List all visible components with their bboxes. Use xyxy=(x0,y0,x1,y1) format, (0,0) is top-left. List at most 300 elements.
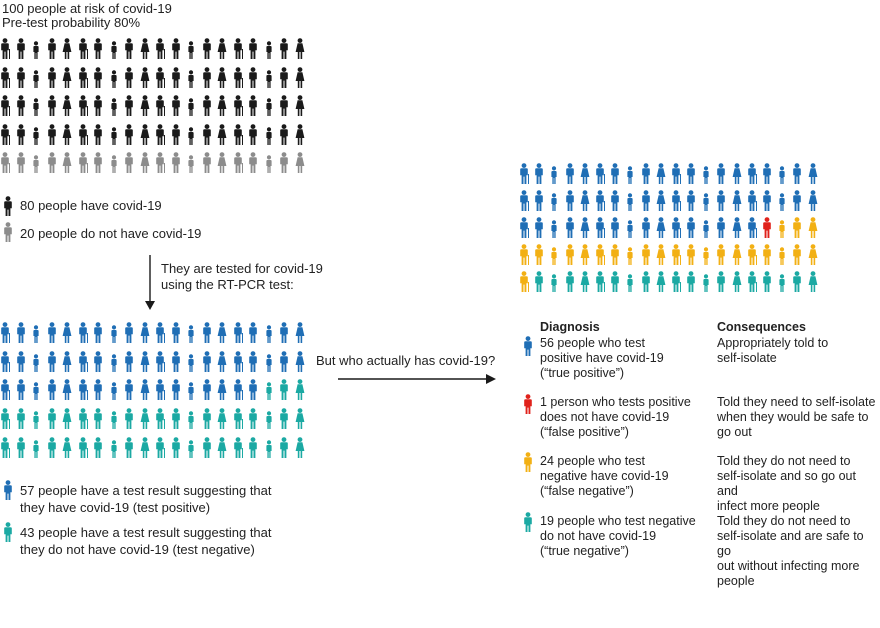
true-negative-person-icon xyxy=(625,271,640,298)
positive-person-icon xyxy=(217,322,233,351)
positive-person-icon xyxy=(93,351,109,380)
true-positive-person-icon xyxy=(671,217,686,244)
infected-person-icon xyxy=(31,38,47,67)
diagnosis-false-positive: 1 person who tests positive does not have covid-19 (“false positive”) xyxy=(540,395,691,439)
positive-person-icon xyxy=(248,379,264,408)
infected-person-icon xyxy=(248,38,264,67)
infected-person-icon xyxy=(0,67,16,96)
negative-person-icon xyxy=(171,408,187,437)
true-positive-person-icon xyxy=(595,217,610,244)
infected-person-icon xyxy=(202,38,218,67)
infected-person-icon xyxy=(140,95,156,124)
infected-person-icon xyxy=(233,95,249,124)
true-positive-icon xyxy=(523,336,533,356)
outcome-grid xyxy=(519,163,823,298)
not-infected-person-icon xyxy=(47,152,63,181)
not-infected-person-icon xyxy=(3,222,13,242)
false-positive-icon xyxy=(523,394,533,414)
positive-person-icon xyxy=(171,351,187,380)
true-positive-person-icon xyxy=(792,190,807,217)
positive-person-icon xyxy=(31,379,47,408)
positive-person-icon xyxy=(155,379,171,408)
negative-person-icon xyxy=(202,437,218,466)
positive-person-icon xyxy=(202,379,218,408)
positive-person-icon xyxy=(233,379,249,408)
false-negative-person-icon xyxy=(580,244,595,271)
false-negative-person-icon xyxy=(610,244,625,271)
negative-person-icon xyxy=(62,408,78,437)
true-positive-person-icon xyxy=(625,163,640,190)
not-infected-person-icon xyxy=(155,152,171,181)
false-negative-person-icon xyxy=(625,244,640,271)
true-positive-person-icon xyxy=(656,217,671,244)
negative-person-icon xyxy=(171,437,187,466)
true-positive-person-icon xyxy=(534,190,549,217)
not-infected-person-icon xyxy=(248,152,264,181)
true-negative-person-icon xyxy=(777,271,792,298)
infected-person-icon xyxy=(16,95,32,124)
true-positive-person-icon xyxy=(716,217,731,244)
true-positive-person-icon xyxy=(519,163,534,190)
true-positive-person-icon xyxy=(625,217,640,244)
consequence-false-positive: Told they need to self-isolate when they would be safe to go out xyxy=(717,395,876,439)
positive-person-icon xyxy=(279,351,295,380)
infected-person-icon xyxy=(47,38,63,67)
infected-person-icon xyxy=(0,124,16,153)
negative-person-icon xyxy=(217,437,233,466)
test-step-line2: using the RT-PCR test: xyxy=(161,277,294,292)
negative-person-icon xyxy=(295,408,311,437)
true-positive-person-icon xyxy=(641,163,656,190)
infected-person-icon xyxy=(109,38,125,67)
infected-person-icon xyxy=(47,124,63,153)
negative-person-icon xyxy=(93,437,109,466)
false-negative-person-icon xyxy=(777,217,792,244)
infected-person-icon xyxy=(78,95,94,124)
infected-person-icon xyxy=(47,95,63,124)
infected-person-icon xyxy=(124,124,140,153)
true-positive-person-icon xyxy=(534,217,549,244)
false-negative-person-icon xyxy=(792,217,807,244)
true-positive-person-icon xyxy=(595,163,610,190)
infected-person-icon xyxy=(248,67,264,96)
infected-person-icon xyxy=(217,124,233,153)
not-infected-person-icon xyxy=(295,152,311,181)
positive-person-icon xyxy=(16,379,32,408)
positive-person-icon xyxy=(124,351,140,380)
positive-person-icon xyxy=(109,351,125,380)
diagnosis-true-negative: 19 people who test negative do not have covid-19 (“true negative”) xyxy=(540,514,696,558)
infected-person-icon xyxy=(31,95,47,124)
negative-person-icon xyxy=(264,379,280,408)
true-positive-person-icon xyxy=(549,163,564,190)
false-positive-person-icon xyxy=(762,217,777,244)
infected-person-icon xyxy=(16,124,32,153)
true-positive-person-icon xyxy=(808,190,823,217)
true-positive-person-icon xyxy=(716,163,731,190)
infected-person-icon xyxy=(217,95,233,124)
negative-person-icon xyxy=(279,379,295,408)
infected-person-icon xyxy=(124,67,140,96)
infected-person-icon xyxy=(62,38,78,67)
infected-person-icon xyxy=(171,95,187,124)
false-negative-person-icon xyxy=(549,244,564,271)
negative-person-icon xyxy=(295,379,311,408)
negative-person-icon xyxy=(217,408,233,437)
positive-person-icon xyxy=(186,379,202,408)
true-negative-person-icon xyxy=(671,271,686,298)
infected-person-icon xyxy=(233,38,249,67)
true-positive-person-icon xyxy=(549,190,564,217)
negative-person-icon xyxy=(93,408,109,437)
consequence-true-positive: Appropriately told to self-isolate xyxy=(717,336,829,365)
true-positive-person-icon xyxy=(762,190,777,217)
negative-person-icon xyxy=(295,437,311,466)
infected-person-icon xyxy=(16,67,32,96)
infected-person-icon xyxy=(233,67,249,96)
negative-person-icon xyxy=(109,408,125,437)
infected-person-icon xyxy=(16,38,32,67)
infected-person-icon xyxy=(186,38,202,67)
false-negative-person-icon xyxy=(656,244,671,271)
true-positive-person-icon xyxy=(671,190,686,217)
false-negative-person-icon xyxy=(595,244,610,271)
positive-person-icon xyxy=(248,322,264,351)
true-positive-person-icon xyxy=(641,217,656,244)
true-positive-person-icon xyxy=(565,163,580,190)
true-positive-person-icon xyxy=(610,217,625,244)
legend-negative-line2: they do not have covid-19 (test negative) xyxy=(20,542,255,557)
true-negative-person-icon xyxy=(686,271,701,298)
true-negative-person-icon xyxy=(580,271,595,298)
test-step-line1: They are tested for covid-19 xyxy=(161,261,323,276)
positive-person-icon xyxy=(109,322,125,351)
not-infected-person-icon xyxy=(93,152,109,181)
true-positive-person-icon xyxy=(686,163,701,190)
false-negative-person-icon xyxy=(671,244,686,271)
positive-person-icon xyxy=(109,379,125,408)
infected-person-icon xyxy=(31,124,47,153)
positive-person-icon xyxy=(47,322,63,351)
true-positive-person-icon xyxy=(610,190,625,217)
true-positive-person-icon xyxy=(716,190,731,217)
infected-person-icon xyxy=(217,38,233,67)
test-result-grid xyxy=(0,322,310,465)
not-infected-person-icon xyxy=(233,152,249,181)
positive-person-icon xyxy=(0,351,16,380)
positive-person-icon xyxy=(233,351,249,380)
true-positive-person-icon xyxy=(732,163,747,190)
positive-person-icon xyxy=(295,351,311,380)
true-positive-person-icon xyxy=(610,163,625,190)
infected-person-icon xyxy=(295,95,311,124)
positive-person-icon xyxy=(279,322,295,351)
true-positive-person-icon xyxy=(565,190,580,217)
true-positive-person-icon xyxy=(792,163,807,190)
infected-person-icon xyxy=(171,38,187,67)
infected-person-icon xyxy=(62,124,78,153)
true-positive-person-icon xyxy=(732,190,747,217)
positive-person-icon xyxy=(93,322,109,351)
negative-person-icon xyxy=(3,522,13,542)
infected-person-icon xyxy=(279,124,295,153)
positive-person-icon xyxy=(47,351,63,380)
negative-person-icon xyxy=(279,437,295,466)
infected-person-icon xyxy=(3,196,13,216)
positive-person-icon xyxy=(217,379,233,408)
positive-person-icon xyxy=(217,351,233,380)
infected-person-icon xyxy=(217,67,233,96)
negative-person-icon xyxy=(186,408,202,437)
infected-person-icon xyxy=(248,95,264,124)
infected-person-icon xyxy=(264,95,280,124)
infected-person-icon xyxy=(0,38,16,67)
false-negative-person-icon xyxy=(747,244,762,271)
infected-person-icon xyxy=(62,67,78,96)
negative-person-icon xyxy=(140,408,156,437)
consequences-header: Consequences xyxy=(717,320,806,334)
positive-person-icon xyxy=(155,322,171,351)
positive-person-icon xyxy=(78,351,94,380)
not-infected-person-icon xyxy=(62,152,78,181)
false-negative-person-icon xyxy=(519,271,534,298)
true-positive-person-icon xyxy=(777,163,792,190)
negative-person-icon xyxy=(233,408,249,437)
not-infected-person-icon xyxy=(217,152,233,181)
not-infected-person-icon xyxy=(264,152,280,181)
positive-person-icon xyxy=(124,379,140,408)
infected-person-icon xyxy=(233,124,249,153)
negative-person-icon xyxy=(47,408,63,437)
false-negative-person-icon xyxy=(686,244,701,271)
false-negative-person-icon xyxy=(641,244,656,271)
negative-person-icon xyxy=(109,437,125,466)
false-negative-person-icon xyxy=(519,244,534,271)
negative-person-icon xyxy=(78,408,94,437)
true-positive-person-icon xyxy=(580,190,595,217)
negative-person-icon xyxy=(62,437,78,466)
false-negative-person-icon xyxy=(701,244,716,271)
true-positive-person-icon xyxy=(701,163,716,190)
positive-person-icon xyxy=(186,322,202,351)
infected-person-icon xyxy=(279,38,295,67)
infected-person-icon xyxy=(31,67,47,96)
positive-person-icon xyxy=(233,322,249,351)
true-positive-person-icon xyxy=(777,190,792,217)
true-positive-person-icon xyxy=(534,163,549,190)
infected-person-icon xyxy=(109,95,125,124)
down-arrow-icon xyxy=(140,255,160,311)
diagnosis-header: Diagnosis xyxy=(540,320,600,334)
positive-person-icon xyxy=(62,351,78,380)
true-negative-icon xyxy=(523,512,533,532)
positive-person-icon xyxy=(140,379,156,408)
true-positive-person-icon xyxy=(747,190,762,217)
infected-person-icon xyxy=(0,95,16,124)
infected-person-icon xyxy=(279,95,295,124)
positive-person-icon xyxy=(171,322,187,351)
infected-person-icon xyxy=(264,67,280,96)
infected-person-icon xyxy=(264,38,280,67)
not-infected-person-icon xyxy=(140,152,156,181)
negative-person-icon xyxy=(31,437,47,466)
infected-person-icon xyxy=(202,124,218,153)
diagnosis-true-positive: 56 people who test positive have covid-19 (“true positive”) xyxy=(540,336,664,380)
infected-person-icon xyxy=(295,67,311,96)
infected-person-icon xyxy=(78,67,94,96)
true-positive-person-icon xyxy=(656,163,671,190)
negative-person-icon xyxy=(16,437,32,466)
infected-person-icon xyxy=(279,67,295,96)
true-negative-person-icon xyxy=(595,271,610,298)
negative-person-icon xyxy=(78,437,94,466)
negative-person-icon xyxy=(155,437,171,466)
false-negative-person-icon xyxy=(808,244,823,271)
true-positive-person-icon xyxy=(747,163,762,190)
not-infected-person-icon xyxy=(31,152,47,181)
negative-person-icon xyxy=(155,408,171,437)
true-negative-person-icon xyxy=(565,271,580,298)
consequence-false-negative: Told they do not need to self-isolate and so go out and infect more people xyxy=(717,454,856,513)
true-positive-person-icon xyxy=(625,190,640,217)
negative-person-icon xyxy=(16,408,32,437)
positive-person-icon xyxy=(0,322,16,351)
positive-person-icon xyxy=(248,351,264,380)
not-infected-person-icon xyxy=(16,152,32,181)
positive-person-icon xyxy=(31,351,47,380)
true-positive-person-icon xyxy=(762,163,777,190)
true-positive-person-icon xyxy=(519,190,534,217)
false-negative-person-icon xyxy=(565,244,580,271)
infected-person-icon xyxy=(140,38,156,67)
positive-person-icon xyxy=(93,379,109,408)
true-positive-person-icon xyxy=(686,190,701,217)
infected-person-icon xyxy=(171,67,187,96)
negative-person-icon xyxy=(124,408,140,437)
population-grid xyxy=(0,38,310,181)
infected-person-icon xyxy=(78,124,94,153)
true-positive-person-icon xyxy=(747,217,762,244)
true-negative-person-icon xyxy=(641,271,656,298)
positive-person-icon xyxy=(264,322,280,351)
not-infected-person-icon xyxy=(124,152,140,181)
true-negative-person-icon xyxy=(549,271,564,298)
not-infected-person-icon xyxy=(0,152,16,181)
infected-person-icon xyxy=(295,124,311,153)
infected-person-icon xyxy=(140,124,156,153)
infected-person-icon xyxy=(248,124,264,153)
legend-negative-line1: 43 people have a test result suggesting that xyxy=(20,525,272,540)
negative-person-icon xyxy=(233,437,249,466)
positive-person-icon xyxy=(78,322,94,351)
positive-person-icon xyxy=(264,351,280,380)
true-positive-person-icon xyxy=(701,217,716,244)
header-title: 100 people at risk of covid-19 xyxy=(2,1,172,16)
false-negative-person-icon xyxy=(534,244,549,271)
true-positive-person-icon xyxy=(641,190,656,217)
false-negative-person-icon xyxy=(777,244,792,271)
true-positive-person-icon xyxy=(671,163,686,190)
true-positive-person-icon xyxy=(701,190,716,217)
negative-person-icon xyxy=(140,437,156,466)
false-negative-icon xyxy=(523,452,533,472)
legend-infected-label: 80 people have covid-19 xyxy=(20,198,162,213)
false-negative-person-icon xyxy=(732,244,747,271)
infected-person-icon xyxy=(155,67,171,96)
negative-person-icon xyxy=(124,437,140,466)
positive-person-icon xyxy=(140,322,156,351)
legend-positive-line1: 57 people have a test result suggesting that xyxy=(20,483,272,498)
infected-person-icon xyxy=(202,95,218,124)
true-positive-person-icon xyxy=(686,217,701,244)
true-negative-person-icon xyxy=(610,271,625,298)
true-positive-person-icon xyxy=(565,217,580,244)
false-negative-person-icon xyxy=(792,244,807,271)
positive-person-icon xyxy=(124,322,140,351)
not-infected-person-icon xyxy=(109,152,125,181)
legend-not-infected-label: 20 people do not have covid-19 xyxy=(20,226,202,241)
not-infected-person-icon xyxy=(171,152,187,181)
infected-person-icon xyxy=(78,38,94,67)
negative-person-icon xyxy=(248,408,264,437)
negative-person-icon xyxy=(31,408,47,437)
negative-person-icon xyxy=(264,437,280,466)
infected-person-icon xyxy=(124,38,140,67)
header-subtitle: Pre-test probability 80% xyxy=(2,15,141,30)
positive-person-icon xyxy=(3,480,13,500)
infected-person-icon xyxy=(93,67,109,96)
true-positive-person-icon xyxy=(580,217,595,244)
infected-person-icon xyxy=(93,124,109,153)
infected-person-icon xyxy=(155,124,171,153)
infected-person-icon xyxy=(93,95,109,124)
negative-person-icon xyxy=(0,437,16,466)
true-negative-person-icon xyxy=(762,271,777,298)
false-negative-person-icon xyxy=(716,244,731,271)
negative-person-icon xyxy=(202,408,218,437)
diagnosis-false-negative: 24 people who test negative have covid-19 (“false negative”) xyxy=(540,454,669,498)
true-positive-person-icon xyxy=(519,217,534,244)
positive-person-icon xyxy=(295,322,311,351)
infected-person-icon xyxy=(171,124,187,153)
true-negative-person-icon xyxy=(534,271,549,298)
not-infected-person-icon xyxy=(78,152,94,181)
question-text: But who actually has covid-19? xyxy=(316,353,496,368)
true-positive-person-icon xyxy=(580,163,595,190)
negative-person-icon xyxy=(279,408,295,437)
not-infected-person-icon xyxy=(279,152,295,181)
negative-person-icon xyxy=(248,437,264,466)
right-arrow-icon xyxy=(338,372,498,386)
infected-person-icon xyxy=(264,124,280,153)
true-positive-person-icon xyxy=(808,163,823,190)
true-negative-person-icon xyxy=(656,271,671,298)
positive-person-icon xyxy=(186,351,202,380)
positive-person-icon xyxy=(62,379,78,408)
infected-person-icon xyxy=(109,124,125,153)
positive-person-icon xyxy=(16,351,32,380)
infected-person-icon xyxy=(186,95,202,124)
negative-person-icon xyxy=(186,437,202,466)
true-positive-person-icon xyxy=(595,190,610,217)
infected-person-icon xyxy=(62,95,78,124)
infected-person-icon xyxy=(47,67,63,96)
positive-person-icon xyxy=(0,379,16,408)
true-positive-person-icon xyxy=(656,190,671,217)
true-positive-person-icon xyxy=(732,217,747,244)
false-negative-person-icon xyxy=(808,217,823,244)
positive-person-icon xyxy=(140,351,156,380)
